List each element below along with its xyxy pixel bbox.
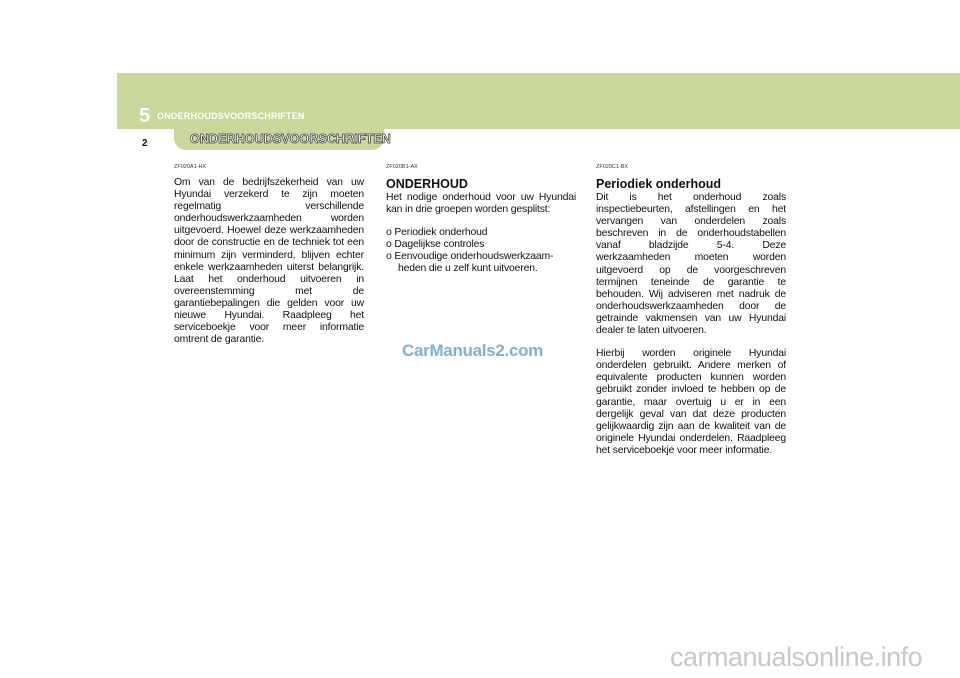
- page-number: 2: [142, 138, 148, 149]
- list-item: o Dagelijkse controles: [386, 239, 485, 251]
- column-periodiek: [596, 164, 786, 457]
- parts-paragraph: Hierbij worden originele Hyundai onderdelen gebruikt. Andere merken of equivalente producten kunnen worden gebruikt zonder invloed te hebben op de garantie, maar overtuig u er in een dergelijk geval van dat deze producten gelijkwaardig zijn aan de kwaliteit van de originele Hyundai onderdelen. Raadpleeg het serviceboekje voor meer informatie.: [596, 348, 786, 456]
- intro-paragraph: Om van de bedrijfszekerheid van uw Hyundai verzekerd te zijn moeten regelmatig verschillende onderhoudswerkzaamheden worden uitgevoerd. Hoewel deze werkzaamheden door de constructie en de techniek tot een minimum zijn verminderd, blijven echter enkele werkzaamheden uiterst belangrijk. Laat het onderhoud uitvoeren in overeenstemming met de garantiebepalingen die gelden voor uw nieuwe Hyundai. Raadpleeg het serviceboekje voor meer informatie omtrent de garantie.: [174, 177, 364, 346]
- section-code: ZF020B1-AX: [386, 164, 418, 170]
- onderhoud-intro: Het nodige onderhoud voor uw Hyundai kan in drie groepen worden gesplitst:: [386, 192, 576, 216]
- chapter-number: 5: [139, 105, 151, 127]
- chapter-title: ONDERHOUDSVOORSCHRIFTEN: [157, 111, 305, 121]
- periodic-paragraph: Dit is het onderhoud zoals inspectiebeurten, afstellingen en het vervangen van onderdelen zoals beschreven in de onderhoudstabellen vanaf bladzijde 5-4. Deze werkzaamheden moeten worden uitgevoerd op de voorgeschreven termijnen teneinde de garantie te behouden. Wij adviseren met nadruk de onderhoudswerkzaamheden door de getrainde vakmensen van uw Hyundai dealer te laten uitvoeren.: [596, 192, 786, 337]
- footer-watermark: carmanualsonline.info: [670, 642, 923, 672]
- column-intro: [174, 164, 364, 346]
- section-code: ZF020A1-HX: [174, 164, 207, 170]
- section-heading: Periodiek onderhoud: [596, 177, 722, 191]
- column-onderhoud: [386, 164, 576, 276]
- section-tab-title: ONDERHOUDSVOORSCHRIFTEN: [190, 132, 391, 146]
- watermark-link[interactable]: CarManuals2.com: [402, 341, 543, 360]
- maintenance-groups-list: [386, 227, 576, 275]
- section-code: ZF020C1-BX: [596, 164, 629, 170]
- list-item: o Periodiek onderhoud: [386, 227, 488, 239]
- section-heading: ONDERHOUD: [386, 177, 468, 191]
- list-item: o Eenvoudige onderhoudswerkzaam- heden die u zelf kunt uitvoeren.: [386, 251, 554, 275]
